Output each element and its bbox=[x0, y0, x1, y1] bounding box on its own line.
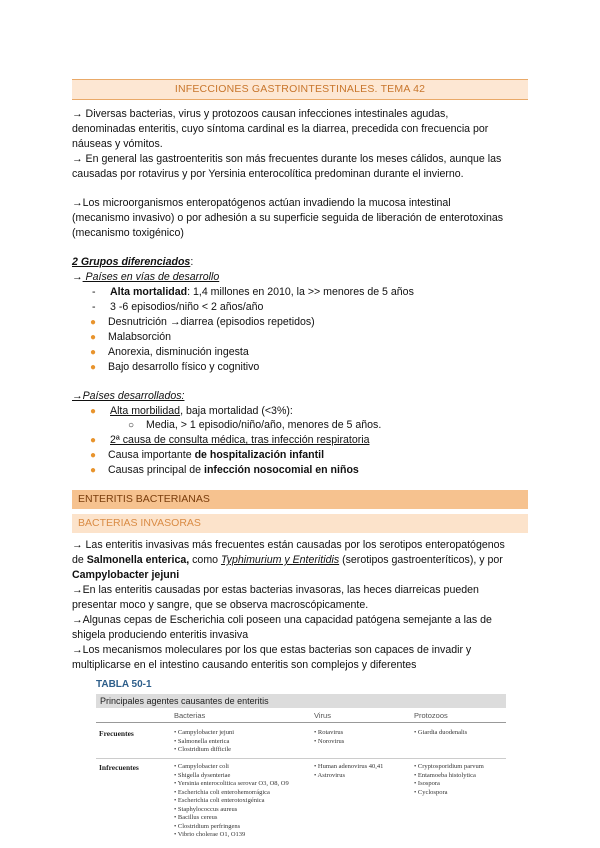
bullet-dot: ● bbox=[90, 347, 97, 358]
list-item bbox=[108, 448, 324, 463]
body-line bbox=[72, 553, 503, 568]
table-cell-entry: • Clostridium difficile bbox=[174, 746, 232, 753]
table-cell bbox=[314, 729, 344, 746]
list-item-text: Causas principal de bbox=[108, 464, 204, 476]
table-cell-entry: • Giardia duodenalis bbox=[414, 729, 468, 736]
table-cell-entry: • Campylobacter coli bbox=[174, 763, 229, 770]
body-line: →En las enteritis causadas por estas bacterias invasoras, las heces diarreicas pueden bbox=[72, 584, 479, 596]
list-item bbox=[110, 404, 293, 419]
intro-line: → Diversas bacterias, virus y protozoos causan infecciones intestinales agudas, bbox=[72, 108, 449, 120]
table-cell-entry: • Cyclospora bbox=[414, 788, 448, 796]
table-cell-entry: • Cryptosporidium parvum bbox=[414, 763, 484, 770]
intro-line: (mecanismo toxigénico) bbox=[72, 227, 184, 239]
table-cell-entry: • Bacillus cereus bbox=[174, 814, 218, 821]
body-text: de bbox=[72, 554, 87, 566]
list-item: 2ª causa de consulta médica, tras infección respiratoria bbox=[110, 434, 370, 446]
circle-bullet: ○ bbox=[128, 420, 135, 431]
body-line: →Algunas cepas de Escherichia coli poseen una capacidad patógena semejante a las de bbox=[72, 614, 492, 626]
intro-line: causadas por rotavirus y por Yersinia enterocolítica predominan durante el invierno. bbox=[72, 168, 464, 180]
intro-line: denominadas enteritis, cuyo síntoma cardinal es la diarrea, precedida con frecuencia por bbox=[72, 123, 489, 135]
list-item: Anorexia, disminución ingesta bbox=[108, 346, 249, 358]
list-item-bold: de hospitalización infantil bbox=[194, 449, 325, 461]
body-line: → Las enteritis invasivas más frecuentes están causadas por los serotipos enteropatógenos bbox=[72, 539, 505, 551]
body-text: como bbox=[189, 554, 221, 566]
bullet-dot: ● bbox=[90, 406, 97, 417]
list-item-text: , baja mortalidad (<3%): bbox=[180, 405, 293, 417]
section-heading-enteritis: ENTERITIS BACTERIANAS bbox=[72, 490, 528, 509]
table-rule bbox=[96, 722, 506, 723]
bullet-dot: ● bbox=[90, 435, 97, 446]
table-cell bbox=[314, 763, 383, 780]
table-row-label: Infrecuentes bbox=[99, 763, 139, 772]
list-item: Bajo desarrollo físico y cognitivo bbox=[108, 361, 260, 373]
table-cell-entry: • Escherichia coli enterotoxigénica bbox=[174, 797, 265, 804]
table-cell-entry: • Norovirus bbox=[314, 737, 345, 745]
document-title: INFECCIONES GASTROINTESTINALES. TEMA 42 bbox=[72, 79, 528, 100]
intro-line: → En general las gastroenteritis son más frecuentes durante los meses cálidos, aunque las bbox=[72, 153, 502, 165]
table-row-label: Frecuentes bbox=[99, 729, 134, 738]
table-cell bbox=[414, 763, 484, 797]
bullet-dot: ● bbox=[90, 450, 97, 461]
list-item bbox=[108, 463, 359, 478]
bullet-dot: ● bbox=[90, 465, 97, 476]
table-cell-entry: • Staphylococcus aureus bbox=[174, 805, 238, 813]
section-heading-invasoras: BACTERIAS INVASORAS bbox=[72, 514, 528, 533]
bullet-dot: ● bbox=[90, 332, 97, 343]
table-cell-entry: • Campylobacter jejuni bbox=[174, 729, 235, 736]
table-cell-entry: • Vibrio cholerae O1, O139 bbox=[174, 831, 246, 838]
table-subtitle: Principales agentes causantes de enteritis bbox=[96, 694, 506, 708]
bullet-dot: ● bbox=[90, 317, 97, 328]
table-cell bbox=[414, 729, 467, 738]
list-item-bold: Alta mortalidad bbox=[110, 286, 188, 298]
table-col-virus: Virus bbox=[314, 711, 331, 720]
body-bold: Salmonella enterica, bbox=[86, 554, 190, 566]
intro-line: náuseas y vómitos. bbox=[72, 138, 163, 150]
list-item-underlined: Alta morbilidad bbox=[110, 405, 181, 417]
dash-bullet: - bbox=[92, 286, 96, 298]
table-cell-entry: • Entamoeba histolytica bbox=[414, 771, 476, 779]
list-item-text: Causa importante bbox=[108, 449, 195, 461]
table-col-bacterias: Bacterias bbox=[174, 711, 206, 720]
table-cell-entry: • Yersinia enterocolitica serovar O3, O8, O9 bbox=[174, 780, 289, 787]
list-item: Malabsorción bbox=[108, 331, 172, 343]
table-col-protozoos: Protozoos bbox=[414, 711, 448, 720]
grupos-heading-text: 2 Grupos diferenciados bbox=[72, 256, 191, 268]
table-cell-entry: • Rotavirus bbox=[314, 729, 344, 736]
body-line: presentar moco y sangre, que se observa macroscópicamente. bbox=[72, 599, 369, 611]
intro-line: (mecanismo invasivo) o por adhesión a su superficie seguida de liberación de enterotoxinas bbox=[72, 212, 504, 224]
table-cell-entry: • Clostridium perfringens bbox=[174, 822, 241, 830]
table-cell-entry: • Human adenovirus 40,41 bbox=[314, 763, 384, 770]
body-line: Campylobacter jejuni bbox=[72, 569, 180, 581]
list-item-text: : 1,4 millones en 2010, la >> menores de 5 años bbox=[187, 286, 414, 298]
table-rule bbox=[96, 758, 506, 759]
intro-line: →Los microorganismos enteropatógenos actúan invadiendo la mucosa intestinal bbox=[72, 197, 451, 209]
list-item-bold: infección nosocomial en niños bbox=[204, 464, 359, 476]
grupos-heading-colon: : bbox=[190, 256, 194, 268]
table-cell-entry: • Salmonella enterica bbox=[174, 737, 230, 745]
table-cell bbox=[174, 729, 234, 755]
body-italic: Typhimurium y Enteritidis bbox=[220, 554, 340, 566]
list-item: Desnutrición →diarrea (episodios repetidos) bbox=[108, 316, 315, 328]
desarrollo-label bbox=[72, 270, 219, 285]
table-title: TABLA 50-1 bbox=[96, 679, 152, 690]
bullet-dot: ● bbox=[90, 362, 97, 373]
table-figure bbox=[96, 679, 506, 848]
list-item: 3 -6 episodios/niño < 2 años/año bbox=[110, 301, 264, 313]
arrow: → bbox=[72, 271, 83, 283]
list-item bbox=[110, 285, 414, 300]
body-line: →Los mecanismos moleculares por los que estas bacterias son capaces de invadir y bbox=[72, 644, 472, 656]
body-line: shigela produciendo enteritis invasiva bbox=[72, 629, 249, 641]
table-cell-entry: • Shigella dysenteriae bbox=[174, 771, 231, 779]
body-text: (serotipos gastroenteríticos), y por bbox=[339, 554, 503, 566]
desarrollo-label-text: Países en vías de desarrollo bbox=[82, 271, 220, 283]
table-cell bbox=[174, 763, 289, 840]
table-cell-entry: • Astrovirus bbox=[314, 771, 345, 779]
table-cell-entry: • Isospora bbox=[414, 780, 440, 787]
desarrollados-label: →Países desarrollados: bbox=[72, 390, 185, 402]
list-subitem: Media, > 1 episodio/niño/año, menores de 5 años. bbox=[146, 419, 382, 431]
dash-bullet: - bbox=[92, 301, 96, 313]
body-line: multiplicarse en el intestino causando enteritis son complejos y diferentes bbox=[72, 659, 417, 671]
grupos-heading bbox=[72, 255, 193, 270]
table-cell-entry: • Escherichia coli enterohemorrágica bbox=[174, 788, 270, 796]
